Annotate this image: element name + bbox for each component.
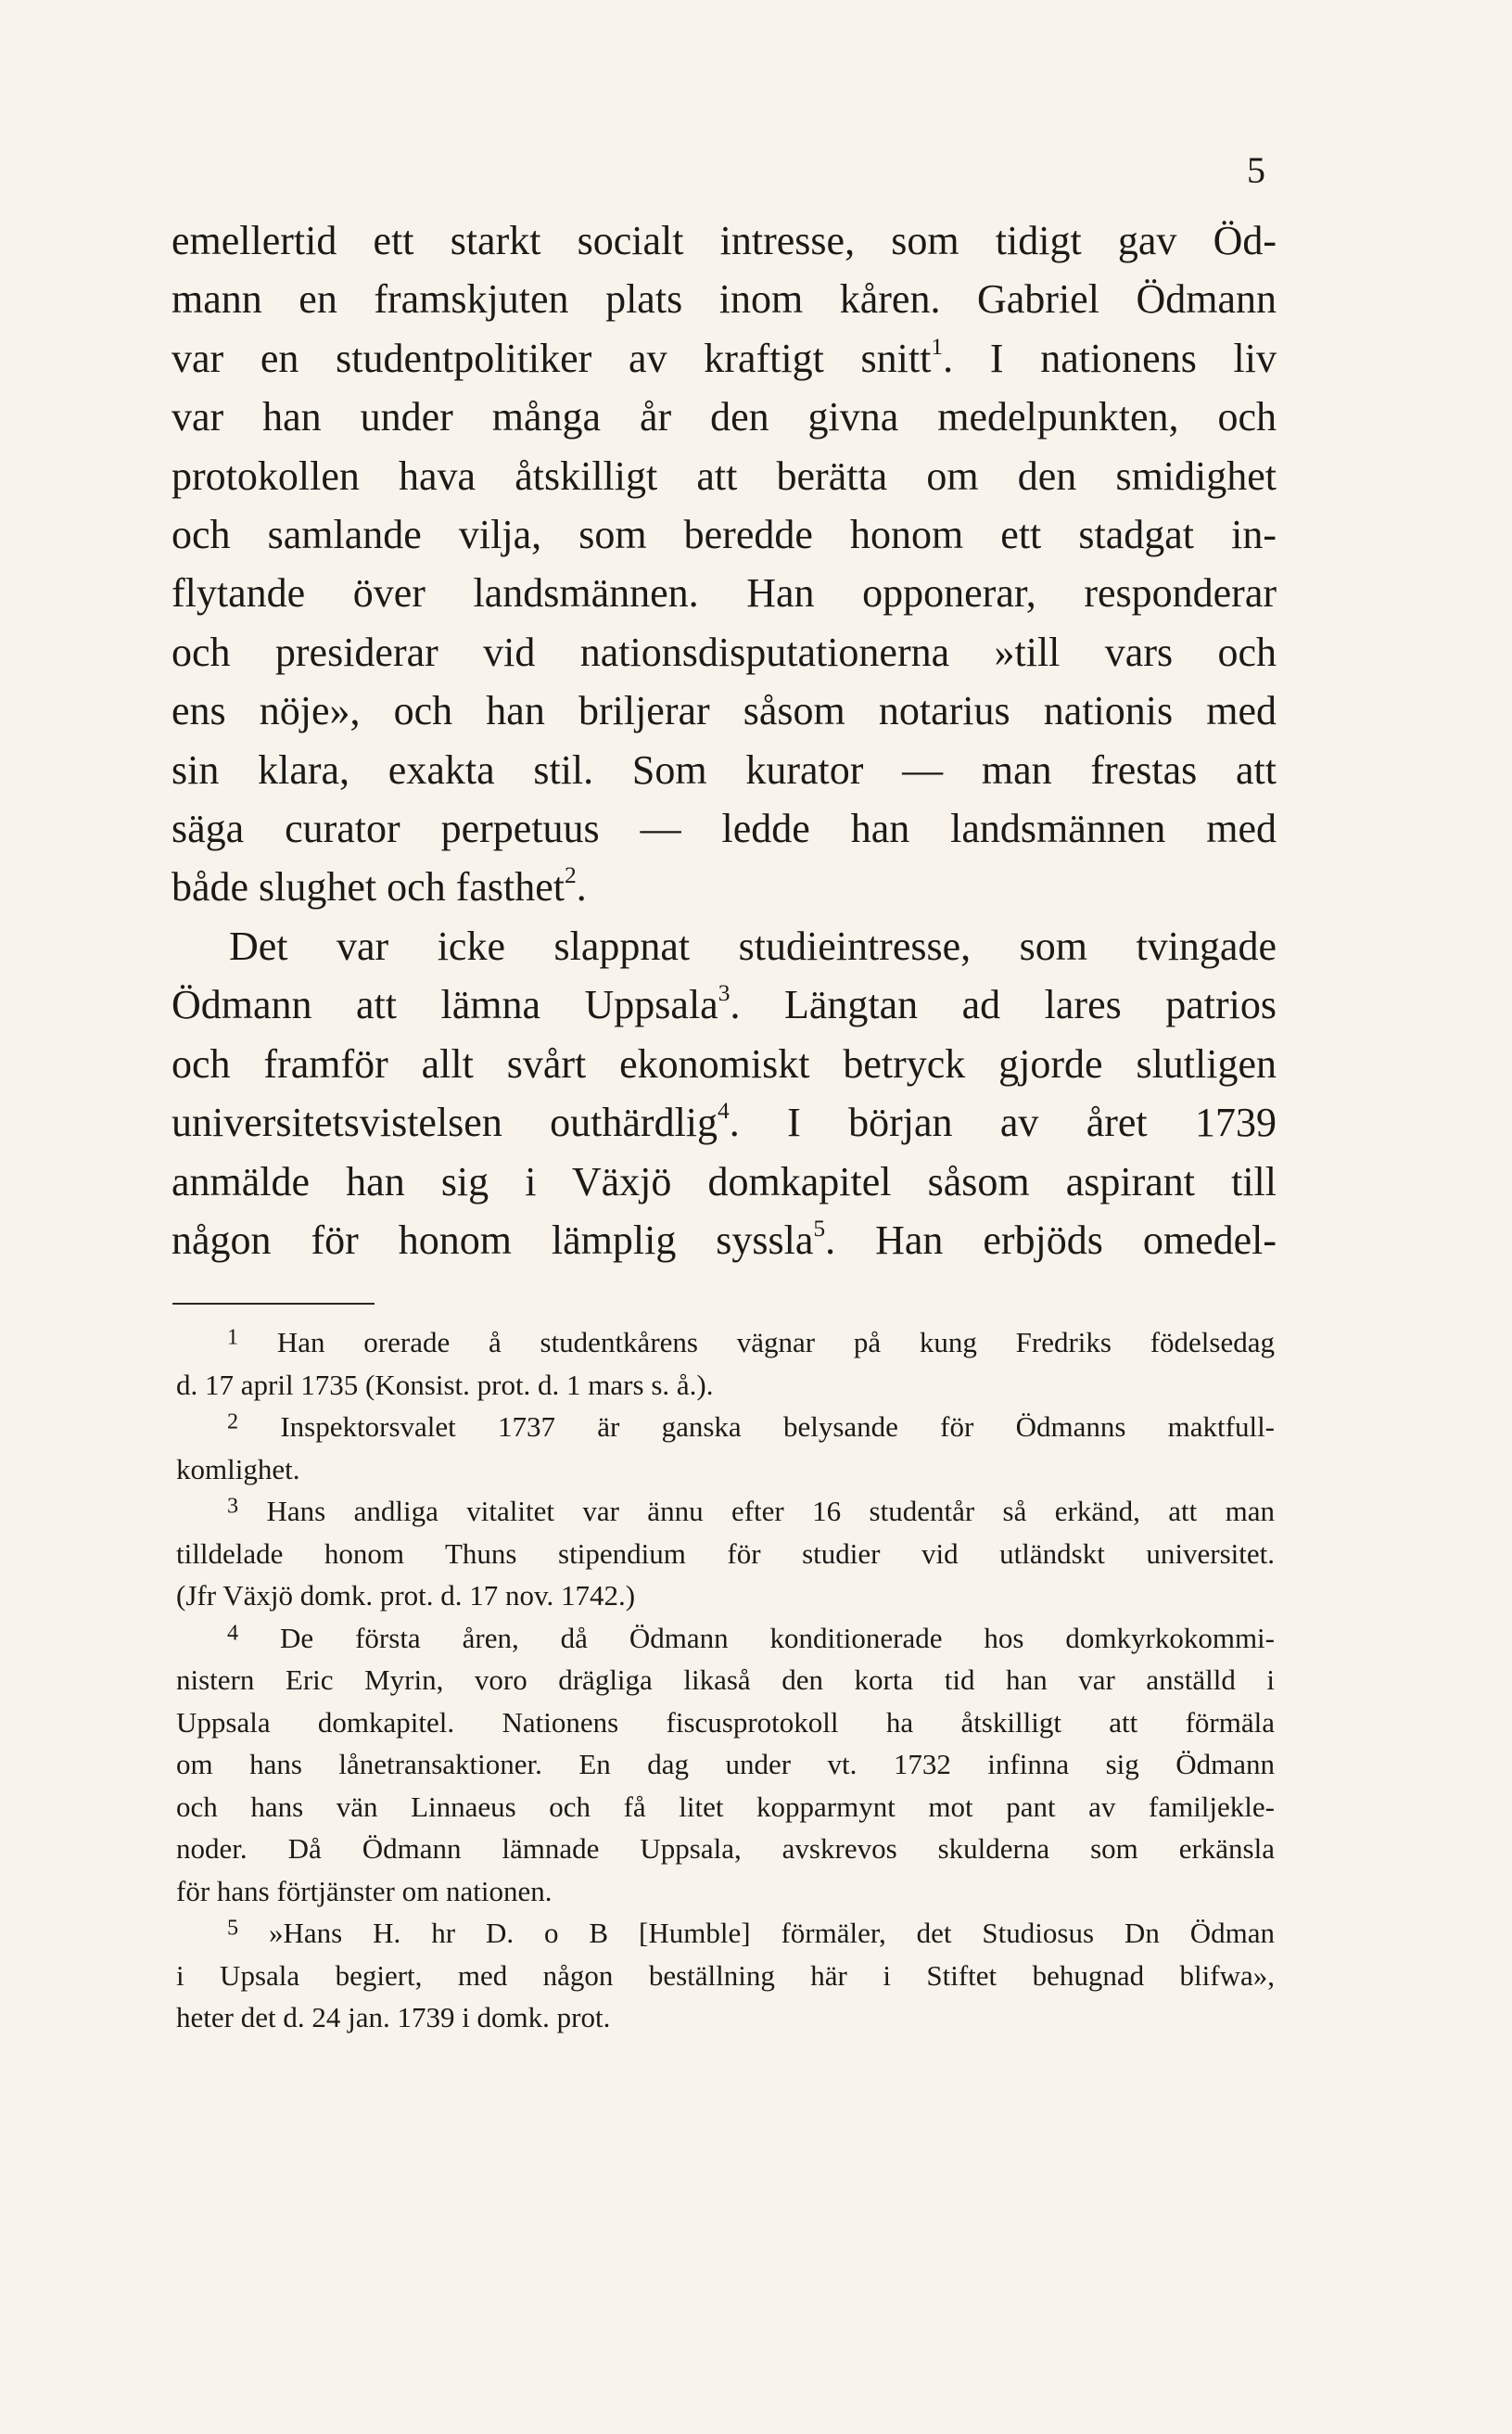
- body-line: mann en framskjuten plats inom kåren. Gabriel Ödmann: [172, 276, 1277, 323]
- footnote-line: $^2$ Inspektorsvalet 1737 är ganska belysande för Ödmanns maktfull-: [227, 1408, 1276, 1443]
- footnote-number: 3: [227, 1493, 239, 1519]
- footnote-line: tilldelade honom Thuns stipendium för studier vid utländskt universitet.: [176, 1536, 1275, 1570]
- body-line: var en studentpolitiker av kraftigt snitt$^1$. I nationens liv: [172, 332, 1277, 381]
- footnote-line: heter det d. 24 jan. 1739 i domk. prot.: [176, 2001, 611, 2033]
- footnote-line: och hans vän Linnaeus och få litet kopparmynt mot pant av familjekle-: [176, 1790, 1275, 1823]
- footnote-line: (Jfr Växjö domk. prot. d. 17 nov. 1742.): [176, 1579, 636, 1612]
- footnote-line: för hans förtjänster om nationen.: [176, 1874, 553, 1907]
- footnote-line: d. 17 april 1735 (Konsist. prot. d. 1 mars s. å.).: [176, 1368, 714, 1401]
- footnote-ref: 4: [718, 1096, 730, 1124]
- body-line: protokollen hava åtskilligt att berätta om den smidighet: [172, 452, 1277, 499]
- body-line: någon för honom lämplig syssla$^5$. Han erbjöds omedel-: [172, 1214, 1277, 1263]
- footnote-line: $^1$ Han orerade å studentkårens vägnar på kung Fredriks födelsedag: [227, 1324, 1276, 1358]
- footnote-number: 5: [227, 1915, 239, 1941]
- body-line: ens nöje», och han briljerar såsom notarius nationis med: [172, 688, 1277, 734]
- body-text: [172, 211, 1277, 1269]
- body-line: både slughet och fasthet$^2$.: [172, 861, 587, 911]
- body-line: flytande över landsmännen. Han opponerar, responderar: [172, 570, 1277, 617]
- footnote-ref: 2: [564, 861, 577, 889]
- body-line: anmälde han sig i Växjö domkapitel såsom aspirant till: [172, 1158, 1277, 1204]
- footnotes: [176, 1321, 1275, 2039]
- footnote-number: 1: [227, 1324, 239, 1350]
- footnote-line: om hans lånetransaktioner. En dag under vt. 1732 infinna sig Ödmann: [176, 1748, 1275, 1780]
- footnote-line: nistern Eric Myrin, voro drägliga likaså den korta tid han var anställd i: [176, 1663, 1275, 1696]
- body-line: Ödmann att lämna Uppsala$^3$. Längtan ad lares patrios: [172, 979, 1277, 1028]
- footnote-ref: 5: [813, 1214, 826, 1242]
- footnote-line: noder. Då Ödmann lämnade Uppsala, avskrevos skulderna som erkänsla: [176, 1832, 1275, 1865]
- body-line: universitetsvistelsen outhärdlig$^4$. I början av året 1739: [172, 1096, 1277, 1146]
- footnote-ref: 3: [718, 979, 731, 1007]
- body-line: sin klara, exakta stil. Som kurator — man frestas att: [172, 746, 1277, 793]
- footnote-number: 4: [227, 1620, 239, 1646]
- body-line: Det var icke slappnat studieintresse, som tvingade: [229, 923, 1277, 969]
- footnote-line: $^3$ Hans andliga vitalitet var ännu efter 16 studentår så erkänd, att man: [227, 1493, 1275, 1527]
- page-number: 5: [1247, 149, 1265, 191]
- body-line: emellertid ett starkt socialt intresse, som tidigt gav Öd-: [172, 218, 1277, 263]
- footnote-line: komlighet.: [176, 1452, 300, 1485]
- footnote-line: $^5$ »Hans H. hr D. o B [Humble] förmäler, det Studiosus Dn Ödman: [227, 1915, 1275, 1949]
- footnote-line: Uppsala domkapitel. Nationens fiscusprotokoll ha åtskilligt att förmäla: [176, 1705, 1275, 1739]
- body-line: var han under många år den givna medelpunkten, och: [172, 394, 1277, 440]
- body-line: och samlande vilja, som beredde honom ett stadgat in-: [172, 512, 1277, 558]
- body-line: och presiderar vid nationsdisputationerna »till vars och: [172, 629, 1277, 675]
- footnote-line: i Upsala begiert, med någon beställning här i Stiftet behugnad blifwa»,: [176, 1958, 1275, 1992]
- footnote-ref: 1: [931, 332, 944, 360]
- footnote-number: 2: [227, 1408, 239, 1434]
- footnote-line: $^4$ De första åren, då Ödmann konditionerade hos domkyrkokommi-: [227, 1620, 1275, 1654]
- footnote-divider: [172, 1303, 375, 1305]
- body-line: säga curator perpetuus — ledde han landsmännen med: [172, 806, 1277, 852]
- body-line: och framför allt svårt ekonomiskt betryck gjorde slutligen: [172, 1040, 1277, 1087]
